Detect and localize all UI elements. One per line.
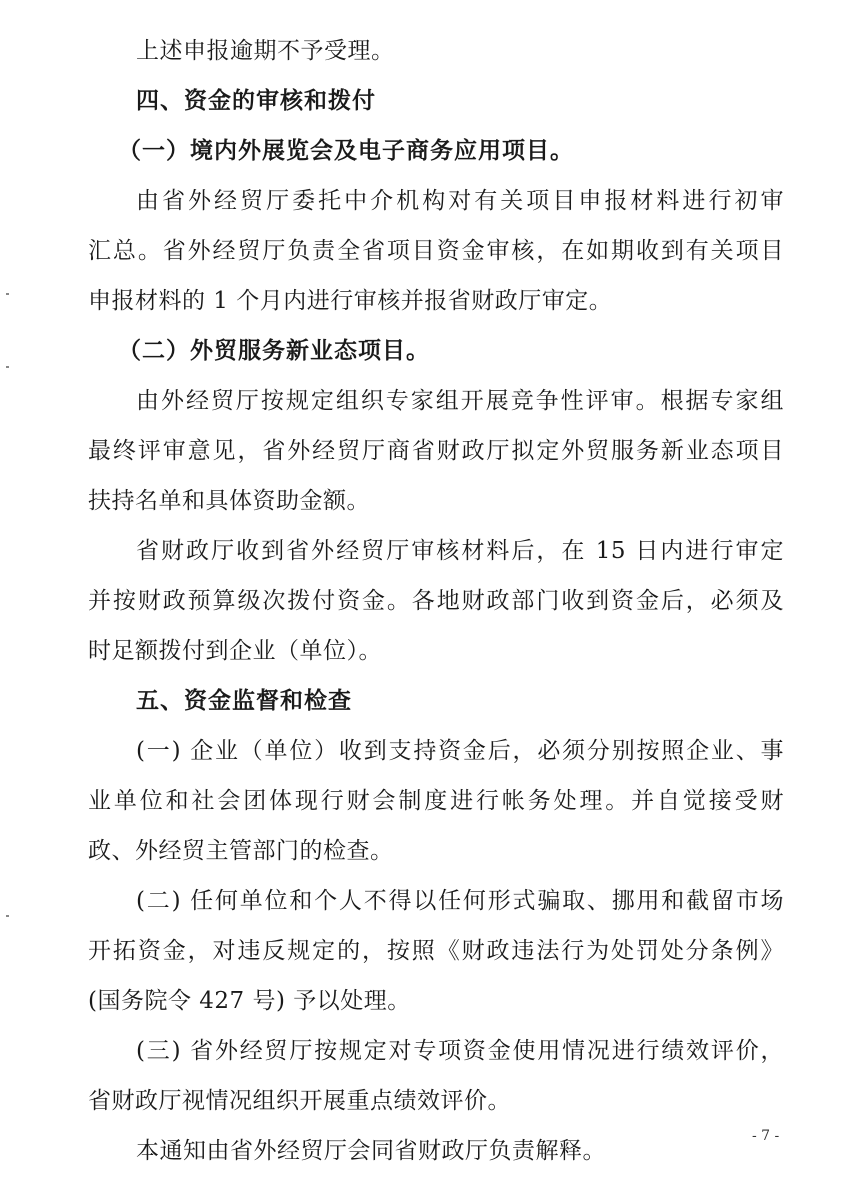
paragraph-line: 最终评审意见，省外经贸厅商省财政厅拟定外贸服务新业态项目 [88, 438, 784, 464]
scan-mark [6, 366, 9, 368]
paragraph-line: 省财政厅视情况组织开展重点绩效评价。 [88, 1088, 511, 1114]
paragraph-line: (三) 省外经贸厅按规定对专项资金使用情况进行绩效评价， [136, 1038, 784, 1064]
paragraph-line: 本通知由省外经贸厅会同省财政厅负责解释。 [136, 1138, 606, 1164]
paragraph-line: 省财政厅收到省外经贸厅审核材料后，在 15 日内进行审定 [136, 538, 784, 564]
page-number: - 7 - [752, 1128, 780, 1144]
section-heading: 四、资金的审核和拨付 [136, 87, 376, 114]
paragraph-line: 业单位和社会团体现行财会制度进行帐务处理。并自觉接受财 [88, 788, 784, 814]
paragraph-line: 由外经贸厅按规定组织专家组开展竞争性评审。根据专家组 [136, 388, 784, 414]
paragraph-line: (一) 企业（单位）收到支持资金后，必须分别按照企业、事 [136, 738, 784, 764]
paragraph-line: 申报材料的 1 个月内进行审核并报省财政厅审定。 [88, 288, 613, 314]
scan-mark [6, 293, 9, 295]
paragraph-line: 汇总。省外经贸厅负责全省项目资金审核，在如期收到有关项目 [88, 238, 784, 264]
subsection-heading: （一）境内外展览会及电子商务应用项目。 [118, 137, 574, 164]
paragraph-line: 上述申报逾期不予受理。 [136, 38, 395, 64]
paragraph-line: (国务院令 427 号) 予以处理。 [88, 988, 411, 1014]
paragraph-line: (二) 任何单位和个人不得以任何形式骗取、挪用和截留市场 [136, 888, 784, 914]
subsection-heading: （二）外贸服务新业态项目。 [118, 337, 430, 364]
paragraph-line: 时足额拨付到企业（单位）。 [88, 638, 382, 664]
paragraph-line: 政、外经贸主管部门的检查。 [88, 838, 394, 864]
paragraph-line: 并按财政预算级次拨付资金。各地财政部门收到资金后，必须及 [88, 588, 784, 614]
scan-mark [6, 915, 9, 917]
paragraph-line: 由省外经贸厅委托中介机构对有关项目申报材料进行初审 [136, 188, 784, 214]
section-heading: 五、资金监督和检查 [136, 687, 352, 714]
paragraph-line: 开拓资金，对违反规定的，按照《财政违法行为处罚处分条例》 [88, 938, 784, 964]
paragraph-line: 扶持名单和具体资助金额。 [88, 488, 370, 514]
